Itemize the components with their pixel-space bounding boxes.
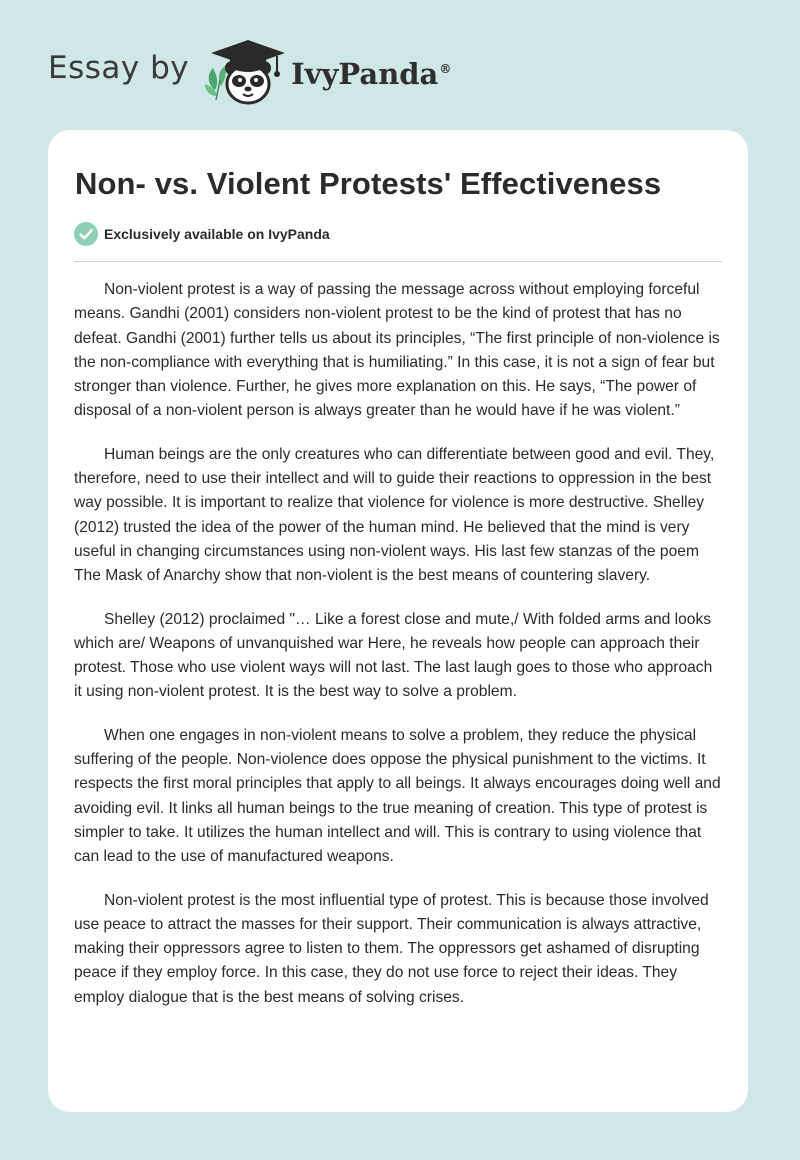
- panda-graduate-logo-icon: [203, 34, 289, 110]
- essay-title: Non- vs. Violent Protests' Effectiveness: [75, 166, 662, 201]
- exclusive-label: Exclusively available on IvyPanda: [104, 226, 330, 242]
- paragraph: Non-violent protest is the most influential type of protest. This is because those involved use peace to attract the masses for their support. Their communication is always attractive, making their oppressors agree to listen to them. The oppressors get ashamed of disrupting peace if they employ force. In this case, they do not use force to reject their ideas. They employ dialogue that is the best means of solving crises.: [74, 891, 709, 1006]
- registered-mark: ®: [439, 62, 452, 77]
- exclusive-badge: [74, 222, 330, 246]
- paragraph: Shelley (2012) proclaimed "… Like a forest close and mute,/ With folded arms and looks which are/ Weapons of unvanquished war Here, he reveals how people can approach their protest. Those who use violent ways will not last. The last laugh goes to those who approach it using non-violent protest. It is the best way to solve a problem.: [74, 610, 713, 701]
- brand-name: [291, 57, 451, 91]
- essay-body: [74, 278, 724, 1029]
- brand-header: [48, 34, 451, 110]
- brand-name-text: IvyPanda: [291, 57, 439, 91]
- paragraph: When one engages in non-violent means to solve a problem, they reduce the physical suffering of the people. Non-violence does oppose the physical punishment to the victims. It respects the first moral principles that apply to all beings. It always encourages doing well and avoiding evil. It links all human beings to the true meaning of creation. This type of protest is simpler to take. It utilizes the human intellect and will. This is contrary to using violence that can lead to the use of manufactured weapons.: [74, 726, 721, 866]
- title-divider: [74, 261, 722, 262]
- check-circle-icon: [74, 222, 98, 246]
- paragraph: Human beings are the only creatures who can differentiate between good and evil. They, therefore, need to use their intellect and will to guide their reactions to oppression in the best way possible. It is important to realize that violence for violence is more destructive. Shelley (2012) trusted the idea of the power of the human mind. He believed that the mind is very useful in changing circumstances using non-violent ways. His last few stanzas of the poem The Mask of Anarchy show that non-violent is the best means of countering slavery.: [74, 445, 715, 585]
- essay-by-label: Essay by: [48, 50, 190, 86]
- essay-card: [48, 130, 748, 1112]
- paragraph: Non-violent protest is a way of passing the message across without employing forceful means. Gandhi (2001) considers non-violent protest to be the kind of protest that has no defeat. Gandhi (2001) further tells us about its principles, “The first principle of non-violence is the non-compliance with everything that is humiliating.” In this case, it is not a sign of fear but stronger than violence. Further, he gives more explanation on this. He says, “The power of disposal of a non-violent person is always greater than he would have if he was violent.”: [74, 281, 720, 420]
